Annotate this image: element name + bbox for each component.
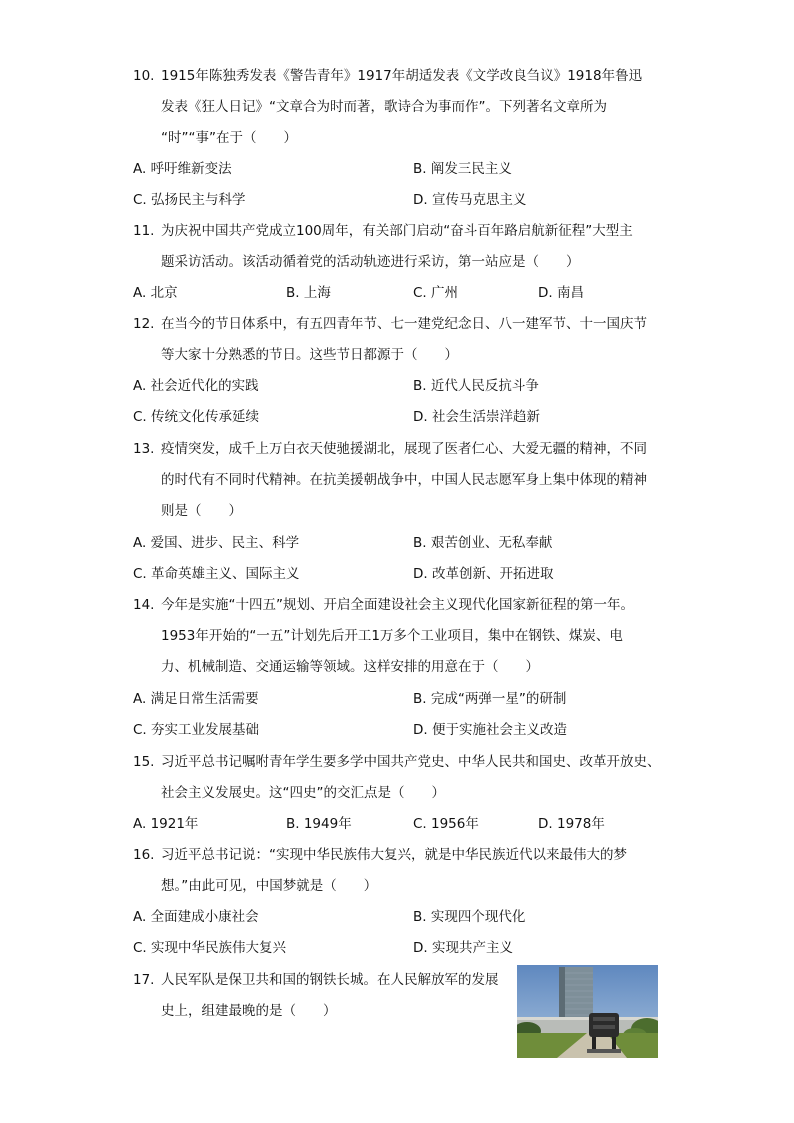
- question-16-line-1: 16. 习近平总书记说：“实现中华民族伟大复兴，就是中华民族近代以来最伟大的梦: [133, 840, 673, 871]
- question-17-line-2: 史上，组建最晚的是（ ）: [161, 1003, 337, 1019]
- option-b[interactable]: B. 阐发三民主义: [413, 161, 512, 177]
- option-b[interactable]: B. 艰苦创业、无私奉献: [413, 535, 553, 551]
- option-d[interactable]: D. 便于实施社会主义改造: [413, 722, 567, 738]
- option-c[interactable]: C. 革命英雄主义、国际主义: [133, 566, 300, 582]
- question-10-line-1: 10. 1915年陈独秀发表《警告青年》1917年胡适发表《文学改良刍议》1918年鲁迅: [133, 61, 673, 92]
- question-16: [133, 840, 673, 902]
- question-13-options: [133, 528, 693, 590]
- question-14-line-3: 力、机械制造、交通运输等领域。这样安排的用意在于（ ）: [161, 659, 539, 675]
- question-14-line-2: 1953年开始的“一五”计划先后开工1万多个工业项目，集中在钢铁、煤炭、电: [161, 628, 623, 644]
- question-12-line-2: 等大家十分熟悉的节日。这些节日都源于（ ）: [161, 347, 458, 363]
- option-b[interactable]: B. 1949年: [286, 816, 352, 832]
- question-number: 14.: [133, 597, 155, 613]
- question-number: 16.: [133, 847, 155, 863]
- option-a[interactable]: A. 社会近代化的实践: [133, 378, 259, 394]
- question-11-options: [133, 278, 693, 309]
- option-d[interactable]: D. 实现共产主义: [413, 940, 513, 956]
- question-13: [133, 434, 673, 527]
- question-11-line-1: 11. 为庆祝中国共产党成立100周年，有关部门启动“奋斗百年路启航新征程”大型主: [133, 216, 673, 247]
- question-10-line-3: “时”“事”在于（ ）: [161, 130, 297, 146]
- question-15: [133, 747, 673, 809]
- question-16-line-2: 想。”由此可见，中国梦就是（ ）: [161, 878, 378, 894]
- question-14: [133, 590, 673, 683]
- question-15-line-1: 15. 习近平总书记嘱咐青年学生要多学中国共产党史、中华人民共和国史、改革开放史、: [133, 747, 673, 778]
- question-10-line-2: 发表《狂人日记》“文章合为时而著，歌诗合为事而作”。下列著名文章所为: [161, 99, 607, 115]
- option-c[interactable]: C. 1956年: [413, 816, 479, 832]
- question-13-line-1: 13. 疫情突发，成千上万白衣天使驰援湖北，展现了医者仁心、大爱无疆的精神，不同: [133, 434, 673, 465]
- question-16-options: [133, 902, 693, 964]
- question-number: 15.: [133, 754, 155, 770]
- option-b[interactable]: B. 实现四个现代化: [413, 909, 526, 925]
- option-a[interactable]: A. 全面建成小康社会: [133, 909, 259, 925]
- option-a[interactable]: A. 爱国、进步、民主、科学: [133, 535, 300, 551]
- option-c[interactable]: C. 弘扬民主与科学: [133, 192, 246, 208]
- question-13-line-3: 则是（ ）: [161, 503, 242, 519]
- question-12: [133, 309, 673, 371]
- option-a[interactable]: A. 1921年: [133, 816, 199, 832]
- question-12-options: [133, 371, 693, 433]
- option-d[interactable]: D. 宣传马克思主义: [413, 192, 527, 208]
- option-b[interactable]: B. 上海: [286, 285, 331, 301]
- option-c[interactable]: C. 传统文化传承延续: [133, 409, 260, 425]
- question-17: [133, 965, 513, 1027]
- question-number: 10.: [133, 68, 155, 84]
- question-11-line-2: 题采访活动。该活动循着党的活动轨迹进行采访，第一站应是（ ）: [161, 254, 580, 270]
- question-14-options: [133, 684, 693, 746]
- question-15-line-2: 社会主义发展史。这“四史”的交汇点是（ ）: [161, 785, 445, 801]
- question-12-line-1: 12. 在当今的节日体系中，有五四青年节、七一建党纪念日、八一建军节、十一国庆节: [133, 309, 673, 340]
- question-10: [133, 61, 673, 154]
- option-a[interactable]: A. 满足日常生活需要: [133, 691, 259, 707]
- question-number: 12.: [133, 316, 155, 332]
- option-d[interactable]: D. 南昌: [538, 285, 584, 301]
- question-number: 13.: [133, 441, 155, 457]
- option-c[interactable]: C. 实现中华民族伟大复兴: [133, 940, 287, 956]
- question-13-line-2: 的时代有不同时代精神。在抗美援朝战争中，中国人民志愿军身上集中体现的精神: [161, 472, 647, 488]
- question-number: 11.: [133, 223, 155, 239]
- question-15-options: [133, 809, 693, 840]
- building-photo-illustration: [517, 965, 658, 1058]
- option-d[interactable]: D. 1978年: [538, 816, 605, 832]
- question-number: 17.: [133, 972, 155, 988]
- question-17-line-1: 17. 人民军队是保卫共和国的钢铁长城。在人民解放军的发展: [133, 965, 513, 996]
- building-photo: [517, 965, 658, 1058]
- question-14-line-1: 14. 今年是实施“十四五”规划、开启全面建设社会主义现代化国家新征程的第一年。: [133, 590, 673, 621]
- option-b[interactable]: B. 完成“两弹一星”的研制: [413, 691, 567, 707]
- option-c[interactable]: C. 夯实工业发展基础: [133, 722, 260, 738]
- option-d[interactable]: D. 社会生活崇洋趋新: [413, 409, 540, 425]
- option-a[interactable]: A. 北京: [133, 285, 178, 301]
- question-11: [133, 216, 673, 278]
- option-c[interactable]: C. 广州: [413, 285, 459, 301]
- option-a[interactable]: A. 呼吁维新变法: [133, 161, 232, 177]
- option-b[interactable]: B. 近代人民反抗斗争: [413, 378, 539, 394]
- question-10-options: [133, 154, 693, 216]
- option-d[interactable]: D. 改革创新、开拓进取: [413, 566, 554, 582]
